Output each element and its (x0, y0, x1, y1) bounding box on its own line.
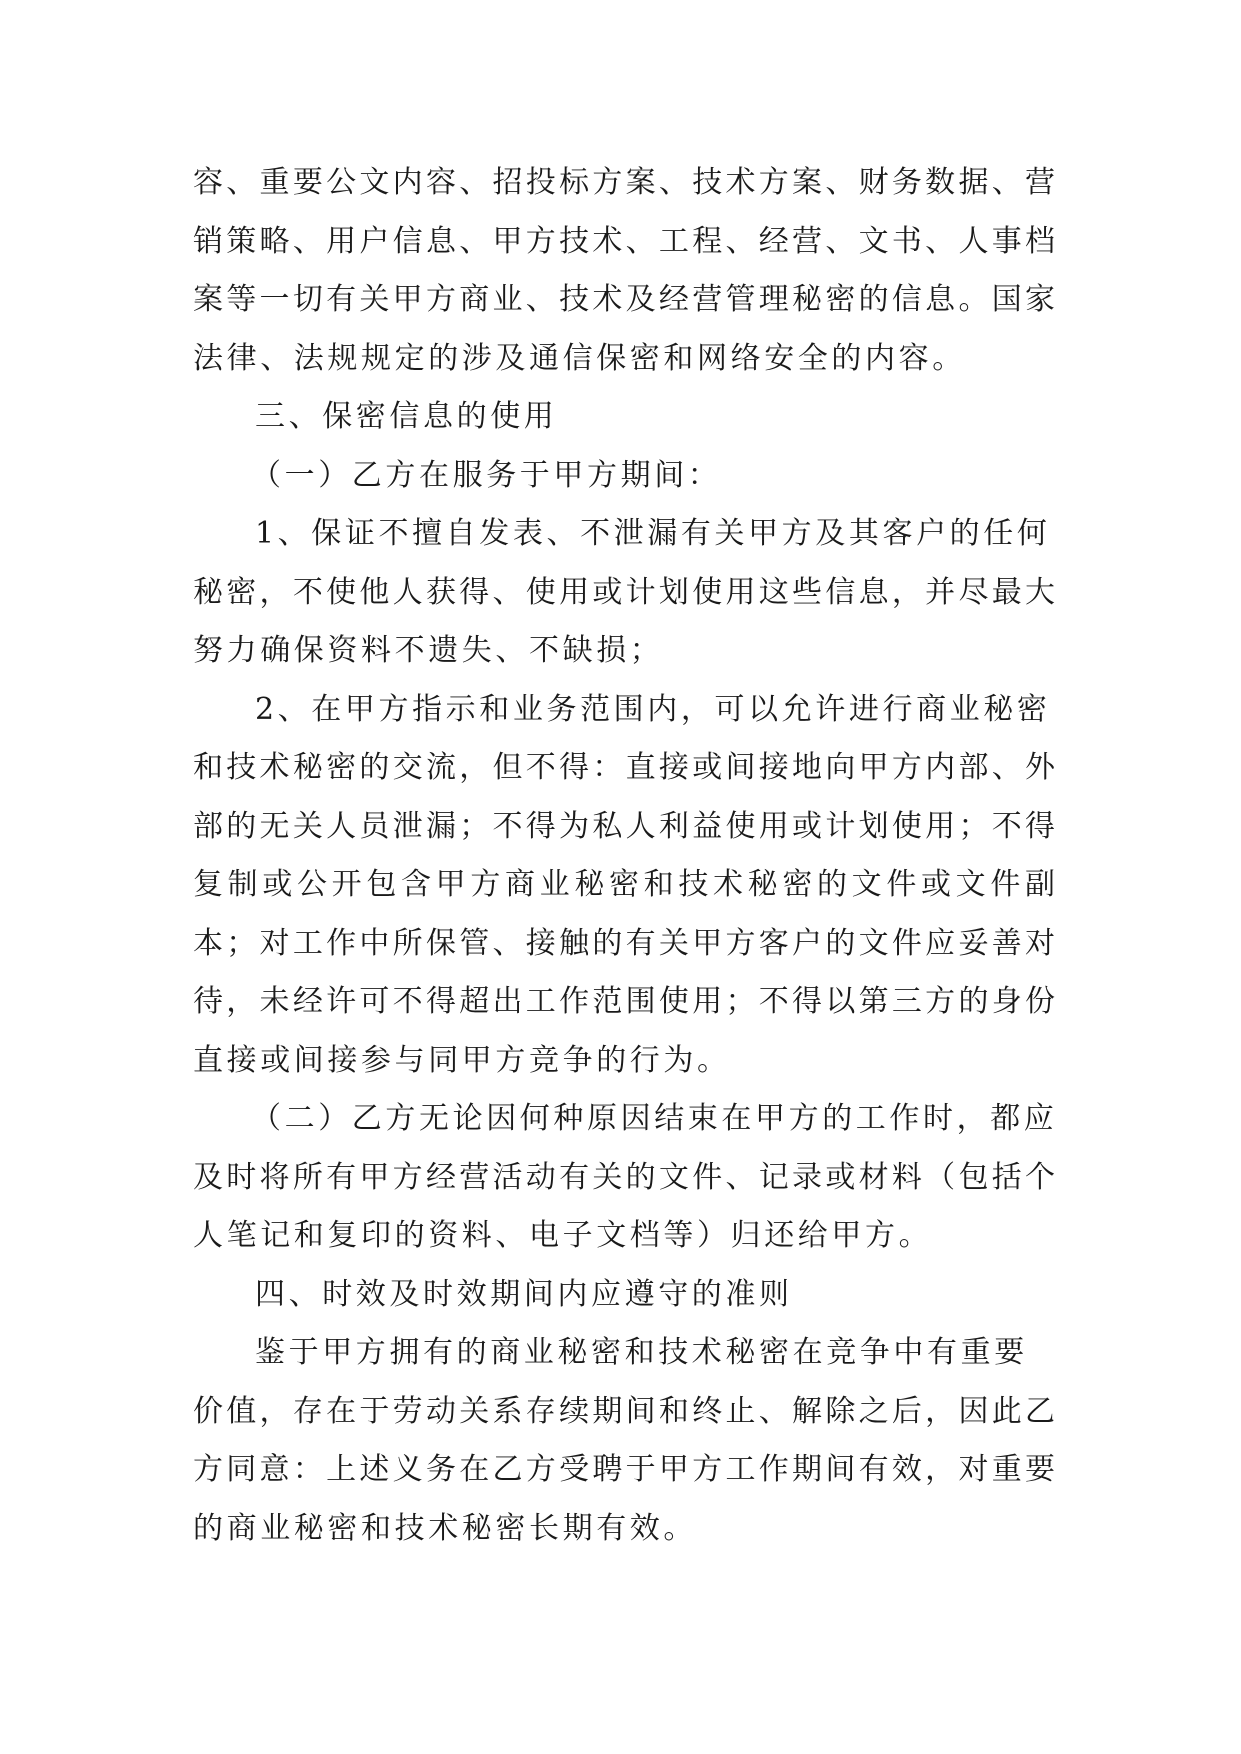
text-line: 容、重要公文内容、招投标方案、技术方案、财务数据、营 (193, 165, 1055, 200)
text-line: 1、保证不擅自发表、不泄漏有关甲方及其客户的任何 (255, 516, 1051, 551)
text-line: 和技术秘密的交流，但不得：直接或间接地向甲方内部、外 (193, 750, 1055, 785)
text-line: 法律、法规规定的涉及通信保密和网络安全的内容。 (193, 340, 966, 376)
text-line: 部的无关人员泄漏；不得为私人利益使用或计划使用；不得 (193, 808, 1055, 844)
document-body (193, 154, 1058, 1558)
subsection-heading: （一）乙方在服务于甲方期间： (251, 457, 722, 493)
text-line: 努力确保资料不遗失、不缺损； (193, 633, 664, 668)
text-line: 销策略、用户信息、甲方技术、工程、经营、文书、人事档 (193, 223, 1055, 259)
text-line: 本；对工作中所保管、接触的有关甲方客户的文件应妥善对 (193, 925, 1055, 961)
text-line: 鉴于甲方拥有的商业秘密和技术秘密在竞争中有重要 (255, 1335, 1028, 1370)
text-line: 人笔记和复印的资料、电子文档等）归还给甲方。 (193, 1218, 933, 1253)
text-line: 待，未经许可不得超出工作范围使用；不得以第三方的身份 (193, 984, 1055, 1019)
text-line: 秘密，不使他人获得、使用或计划使用这些信息，并尽最大 (193, 574, 1055, 610)
text-line: 直接或间接参与同甲方竞争的行为。 (193, 1042, 731, 1078)
text-line: 及时将所有甲方经营活动有关的文件、记录或材料（包括个 (193, 1159, 1055, 1195)
text-line: 案等一切有关甲方商业、技术及经营管理秘密的信息。国家 (193, 282, 1055, 317)
section-heading: 三、保密信息的使用 (255, 399, 558, 434)
text-line: 复制或公开包含甲方商业秘密和技术秘密的文件或文件副 (193, 867, 1055, 902)
text-line: 的商业秘密和技术秘密长期有效。 (193, 1510, 697, 1546)
section-heading: 四、时效及时效期间内应遵守的准则 (255, 1276, 793, 1312)
text-line: 价值，存在于劳动关系存续期间和终止、解除之后，因此乙 (193, 1393, 1055, 1429)
text-line: 2、在甲方指示和业务范围内，可以允许进行商业秘密 (255, 691, 1051, 727)
text-line: 方同意：上述义务在乙方受聘于甲方工作期间有效，对重要 (193, 1452, 1055, 1487)
subsection-heading: （二）乙方无论因何种原因结束在甲方的工作时，都应 (251, 1101, 1058, 1136)
